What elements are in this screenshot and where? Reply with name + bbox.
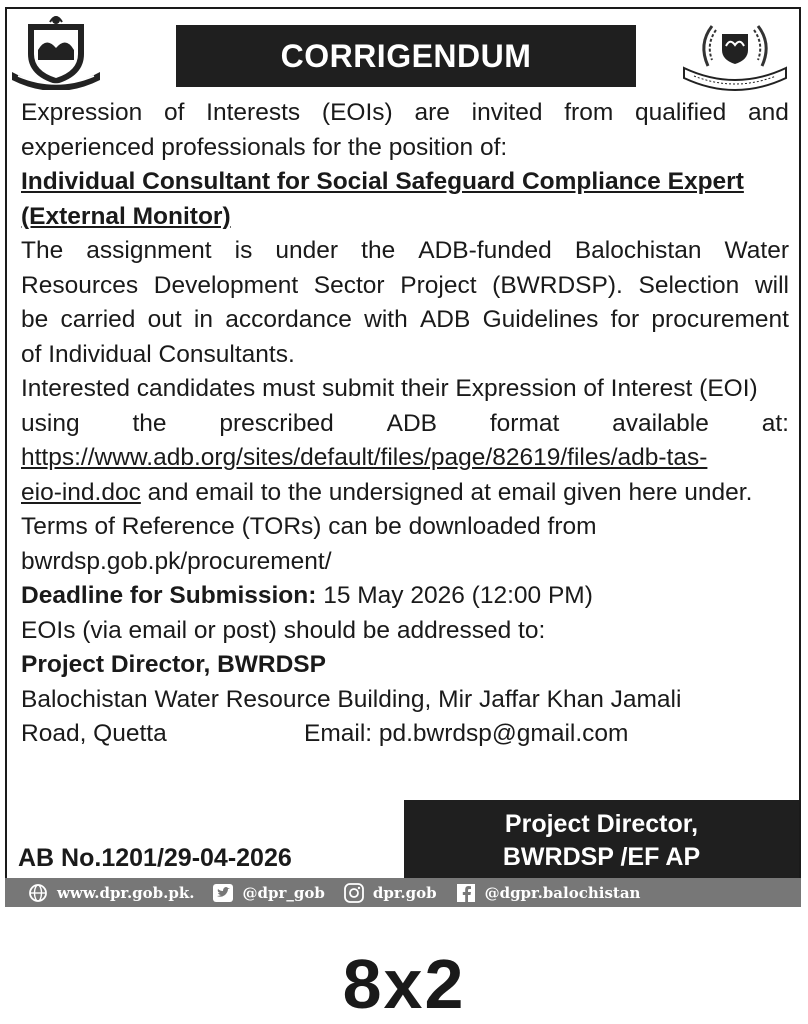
address-intro: EOIs (via email or post) should be addressed to: <box>21 616 546 644</box>
ab-number: AB No.1201/29-04-2026 <box>18 844 292 872</box>
contact-email[interactable]: Email: pd.bwrdsp@gmail.com <box>304 720 629 747</box>
footer-instagram[interactable] <box>343 883 437 903</box>
footer-twitter[interactable] <box>212 883 324 903</box>
word: ADB <box>386 409 437 437</box>
balochistan-emblem-logo <box>10 14 102 90</box>
ad-size-label: 8x2 <box>342 945 466 1023</box>
footer-social-bar <box>5 878 801 907</box>
signatory-title: Project Director, <box>504 810 699 838</box>
word: Sector <box>313 271 385 299</box>
word: in <box>193 306 213 333</box>
position-title-line-1: Individual Consultant for Social Safeguard Compliance Expert <box>21 168 744 195</box>
word: Selection <box>638 271 740 299</box>
position-title-line-2: (External Monitor) <box>21 202 231 230</box>
tor-url[interactable]: bwrdsp.gob.pk/procurement/ <box>21 547 332 575</box>
signature-block <box>404 800 799 882</box>
word: under <box>275 237 339 264</box>
instagram-icon <box>343 883 365 903</box>
submit-line-2 <box>21 407 789 442</box>
footer-website[interactable] <box>27 883 194 903</box>
word: (BWRDSP). <box>492 271 623 299</box>
intro-line-2: experienced professionals for the position of: <box>21 133 508 161</box>
word: the <box>361 237 396 264</box>
word: ADB <box>419 306 471 333</box>
globe-icon <box>27 883 49 903</box>
word: are <box>414 99 450 126</box>
address-line-2 <box>21 717 789 752</box>
word: of <box>163 99 185 126</box>
deadline-value: 15 May 2026 (12:00 PM) <box>316 582 593 609</box>
assignment-line-3 <box>21 303 789 338</box>
intro-line-1 <box>21 96 789 131</box>
deadline-line <box>21 579 789 614</box>
corrigendum-title: CORRIGENDUM <box>176 25 636 87</box>
word: accordance <box>225 306 352 333</box>
word: be <box>21 306 49 333</box>
email-instruction: and email to the undersigned at email given here under. <box>140 478 753 506</box>
word: out <box>147 306 182 333</box>
word: Interests <box>206 99 301 126</box>
notice-body <box>21 96 789 752</box>
word: Project <box>400 271 477 299</box>
word: format <box>489 409 560 437</box>
word: will <box>754 271 789 299</box>
word: at: <box>761 409 789 437</box>
signatory-org: BWRDSP /EF AP <box>502 843 701 871</box>
word: (EOIs) <box>321 99 393 126</box>
word: Expression <box>21 99 143 126</box>
word: and <box>748 99 789 126</box>
word: qualified <box>635 99 727 126</box>
word: Development <box>153 271 299 299</box>
word: is <box>234 237 253 264</box>
deadline-label: Deadline for Submission: <box>21 582 317 609</box>
word: procurement <box>651 306 789 333</box>
word: ADB-funded <box>418 237 552 264</box>
word: carried <box>60 306 136 333</box>
link-line-2 <box>21 476 789 511</box>
word: Guidelines <box>482 306 599 333</box>
instagram-handle: dpr.gob <box>372 883 437 902</box>
assignment-line-2 <box>21 269 789 304</box>
address-line-1: Balochistan Water Resource Building, Mir Jaffar Khan Jamali <box>21 685 682 713</box>
word: for <box>610 306 640 333</box>
word: available <box>612 409 709 437</box>
submit-line-1: Interested candidates must submit their Expression of Interest (EOI) <box>21 375 758 402</box>
assignment-line-1 <box>21 234 789 269</box>
tor-line-1: Terms of Reference (TORs) can be downloaded from <box>21 513 597 540</box>
word: with <box>364 306 408 333</box>
facebook-icon <box>455 883 477 903</box>
city: Road, Quetta <box>21 720 167 747</box>
word: The <box>21 237 64 264</box>
dgpr-emblem-logo <box>682 18 788 92</box>
word: from <box>564 99 614 126</box>
word: Water <box>724 237 789 264</box>
twitter-handle: @dpr_gob <box>242 883 325 902</box>
word: Resources <box>21 271 139 299</box>
addressee: Project Director, BWRDSP <box>21 651 326 678</box>
word: invited <box>471 99 543 126</box>
facebook-handle: @dgpr.balochistan <box>484 883 641 902</box>
assignment-line-4: of Individual Consultants. <box>21 340 295 368</box>
footer-facebook[interactable] <box>455 883 641 903</box>
word: prescribed <box>219 409 334 437</box>
eoi-format-link[interactable]: https://www.adb.org/sites/default/files/page/82619/files/adb-tas- <box>21 444 708 471</box>
word: Balochistan <box>574 237 702 264</box>
website-text: www.dpr.gob.pk. <box>57 883 195 902</box>
word: the <box>132 409 167 437</box>
twitter-icon <box>212 883 234 903</box>
word: using <box>21 409 80 437</box>
word: assignment <box>86 237 212 264</box>
eoi-format-link-end[interactable]: eio-ind.doc <box>21 478 141 506</box>
